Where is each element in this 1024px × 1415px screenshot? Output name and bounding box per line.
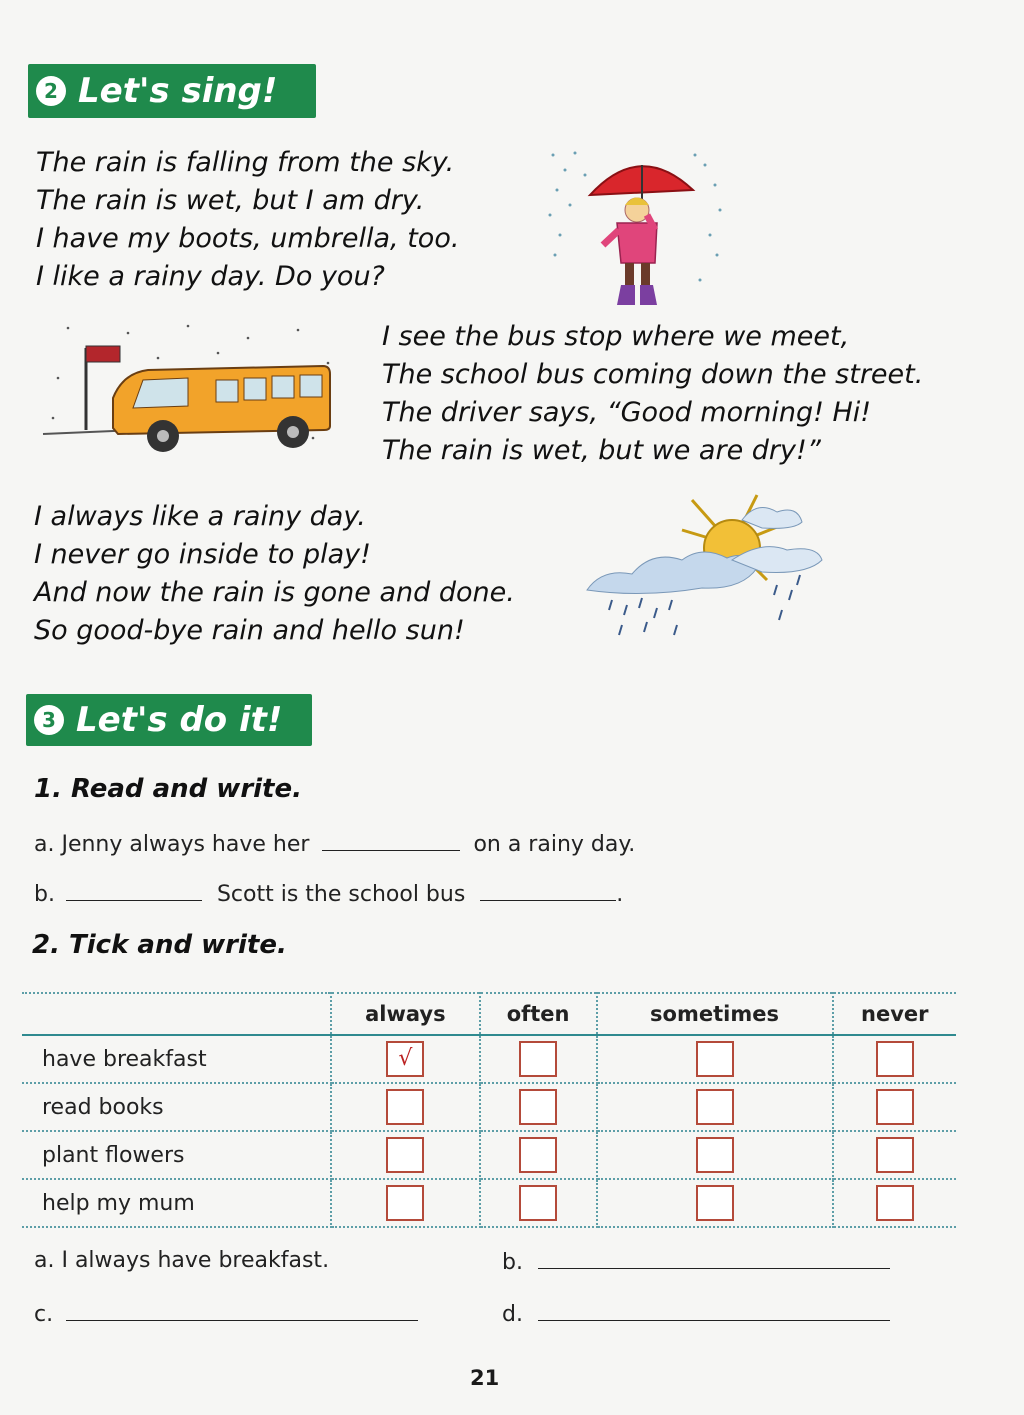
answer-blank[interactable] bbox=[66, 1300, 418, 1321]
answer-b-label: b. bbox=[502, 1250, 523, 1275]
poem-line: I always like a rainy day. bbox=[34, 501, 366, 532]
poem-line: The rain is falling from the sky. bbox=[36, 147, 455, 178]
tick-box[interactable] bbox=[696, 1137, 734, 1173]
tick-box[interactable] bbox=[876, 1089, 914, 1125]
task1-heading: 1. Read and write. bbox=[34, 774, 302, 804]
tick-box[interactable] bbox=[386, 1089, 424, 1125]
table-header-row bbox=[22, 993, 956, 1035]
section-banner-lets-sing bbox=[28, 64, 316, 118]
tick-box[interactable] bbox=[386, 1185, 424, 1221]
section-title: Let's sing! bbox=[78, 71, 278, 111]
poem-stanza-3 bbox=[34, 498, 515, 650]
tick-box[interactable] bbox=[519, 1089, 557, 1125]
page-number: 21 bbox=[470, 1366, 500, 1390]
answer-line-c bbox=[34, 1300, 418, 1327]
poem-stanza-1 bbox=[36, 144, 459, 296]
exercise-b-suffix: . bbox=[616, 882, 624, 907]
table-row bbox=[22, 1131, 956, 1179]
answer-blank[interactable] bbox=[538, 1300, 890, 1321]
exercise-line-b bbox=[34, 880, 623, 907]
exercise-b-middle: Scott is the school bus bbox=[216, 882, 466, 907]
poem-line: I never go inside to play! bbox=[34, 539, 371, 570]
column-header: often bbox=[480, 993, 597, 1035]
poem-line: The rain is wet, but we are dry!” bbox=[382, 435, 821, 466]
tick-box[interactable] bbox=[696, 1089, 734, 1125]
answer-blank[interactable] bbox=[480, 880, 616, 901]
answer-d-label: d. bbox=[502, 1302, 523, 1327]
table-row bbox=[22, 1035, 956, 1083]
column-header: sometimes bbox=[597, 993, 833, 1035]
poem-stanza-2 bbox=[382, 318, 923, 470]
row-label: plant flowers bbox=[22, 1131, 331, 1179]
girl-umbrella-illustration bbox=[545, 145, 730, 315]
tick-box[interactable] bbox=[696, 1185, 734, 1221]
answer-c-label: c. bbox=[34, 1302, 54, 1327]
column-header: never bbox=[833, 993, 956, 1035]
frequency-table bbox=[22, 992, 956, 1228]
tick-box[interactable] bbox=[519, 1041, 557, 1077]
poem-line: The school bus coming down the street. bbox=[382, 359, 924, 390]
section-number: 3 bbox=[34, 705, 64, 735]
poem-line: The rain is wet, but I am dry. bbox=[36, 185, 425, 216]
table-row bbox=[22, 1179, 956, 1227]
exercise-a-prefix: a. Jenny always have her bbox=[34, 832, 310, 857]
tick-box[interactable] bbox=[519, 1185, 557, 1221]
tick-box[interactable] bbox=[876, 1041, 914, 1077]
poem-line: The driver says, “Good morning! Hi! bbox=[382, 397, 872, 428]
task2-heading: 2. Tick and write. bbox=[32, 930, 287, 960]
header-empty bbox=[22, 993, 331, 1035]
tick-box-checked[interactable]: √ bbox=[386, 1041, 424, 1077]
tick-box[interactable] bbox=[386, 1137, 424, 1173]
exercise-b-prefix: b. bbox=[34, 882, 55, 907]
answer-a: a. I always have breakfast. bbox=[34, 1248, 330, 1273]
exercise-line-a bbox=[34, 830, 635, 857]
answer-blank[interactable] bbox=[66, 880, 202, 901]
answer-line-d bbox=[502, 1300, 890, 1327]
answer-blank[interactable] bbox=[538, 1248, 890, 1269]
tick-box[interactable] bbox=[519, 1137, 557, 1173]
row-label: read books bbox=[22, 1083, 331, 1131]
poem-line: I have my boots, umbrella, too. bbox=[36, 223, 460, 254]
poem-line: I see the bus stop where we meet, bbox=[382, 321, 850, 352]
column-header: always bbox=[331, 993, 480, 1035]
row-label: help my mum bbox=[22, 1179, 331, 1227]
school-bus-illustration bbox=[38, 318, 338, 468]
poem-line: I like a rainy day. Do you? bbox=[36, 261, 385, 292]
poem-line: And now the rain is gone and done. bbox=[34, 577, 515, 608]
sun-cloud-rain-illustration bbox=[582, 490, 832, 645]
answer-blank[interactable] bbox=[322, 830, 460, 851]
section-title: Let's do it! bbox=[76, 700, 283, 740]
exercise-a-suffix: on a rainy day. bbox=[473, 832, 636, 857]
tick-box[interactable] bbox=[876, 1137, 914, 1173]
table-row bbox=[22, 1083, 956, 1131]
poem-line: So good-bye rain and hello sun! bbox=[34, 615, 465, 646]
section-number: 2 bbox=[36, 76, 66, 106]
answer-line-b bbox=[502, 1248, 890, 1275]
tick-box[interactable] bbox=[876, 1185, 914, 1221]
tick-box[interactable] bbox=[696, 1041, 734, 1077]
row-label: have breakfast bbox=[22, 1035, 331, 1083]
section-banner-lets-do-it bbox=[26, 694, 312, 746]
